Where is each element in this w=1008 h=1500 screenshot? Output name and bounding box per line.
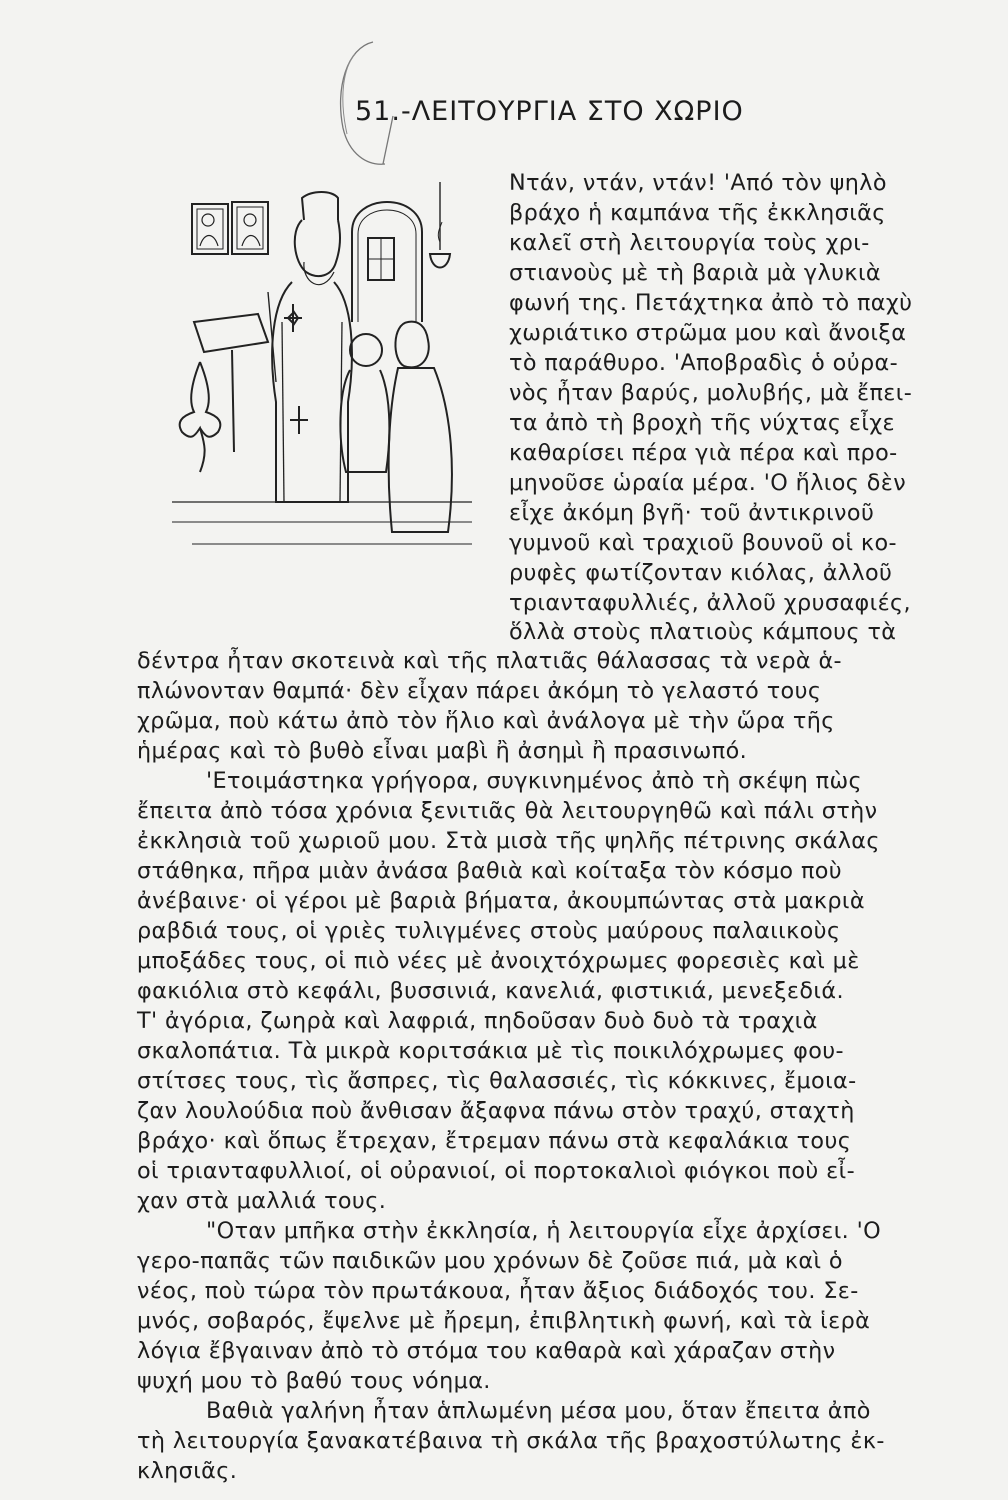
text-line: λόγια ἔβγαιναν ἀπὸ τὸ στόμα του καθαρὰ καὶ χάραζαν στὴν [137,1338,836,1364]
text-line: γερο-παπᾶς τῶν παιδικῶν μου χρόνων δὲ ζοῦσε πιά, μὰ καὶ ὁ [137,1248,843,1274]
text-line: βράχο· καὶ ὅπως ἔτρεχαν, ἔτρεμαν πάνω στὰ κεφαλάκια τους [137,1128,852,1154]
text-line: Βαθιὰ γαλήνη ἦταν ἁπλωμένη μέσα μου, ὅταν ἔπειτα ἀπὸ [206,1398,871,1424]
text-line: ἀνέβαινε· οἱ γέροι μὲ βαριὰ βήματα, ἀκουμπώντας στὰ μακριὰ [137,888,865,914]
text-line: ἡμέρας καὶ τὸ βυθὸ εἶναι μαβὶ ἢ ἀσημὶ ἢ πρασινωπό. [137,738,748,764]
text-line: πλώνονταν θαμπά· δὲν εἶχαν πάρει ἀκόμη τὸ γελαστό τους [137,678,822,704]
text-line: Ντάν, ντάν, ντάν! 'Από τὸν ψηλὸ [509,170,887,196]
text-line: οἱ τριανταφυλλιοί, οἱ οὐρανιοί, οἱ πορτοκαλιοὶ φιόγκοι ποὺ εἶ- [137,1158,856,1184]
chapter-heading [355,96,744,127]
text-line: χωριάτικο στρῶμα μου καὶ ἄνοιξα [509,320,907,346]
text-line: Τ' ἀγόρια, ζωηρὰ καὶ λαφριά, πηδοῦσαν δυὸ δυὸ τὰ τραχιὰ [137,1008,818,1034]
text-line: "Οταν μπῆκα στὴν ἐκκλησία, ἡ λειτουργία εἶχε ἀρχίσει. 'Ο [206,1218,882,1244]
text-line: μνός, σοβαρός, ἔψελνε μὲ ἤρεμη, ἐπιβλητικὴ φωνή, καὶ τὰ ἱερὰ [137,1308,871,1334]
text-line: τὴ λειτουργία ξανακατέβαινα τὴ σκάλα τῆς βραχοστύλωτης ἐκ- [137,1428,885,1454]
chapter-number: 51. [355,96,401,127]
text-line: γυμνοῦ καὶ τραχιοῦ βουνοῦ οἱ κο- [509,530,897,556]
text-line: ραβδιά τους, οἱ γριὲς τυλιγμένες στοὺς μαύρους παλαιικοὺς [137,918,841,944]
text-line: χαν στὰ μαλλιά τους. [137,1188,387,1214]
text-line: καθαρίσει πέρα γιὰ πέρα καὶ προ- [509,440,898,466]
text-line: στάθηκα, πῆρα μιὰν ἀνάσα βαθιὰ καὶ κοίταξα τὸν κόσμο ποὺ [137,858,843,884]
chapter-dash: - [400,96,412,127]
text-line: ψυχή μου τὸ βαθύ τους νόημα. [137,1368,491,1394]
text-line: ὅλλὰ στοὺς πλατιοὺς κάμπους τὰ [509,619,897,645]
text-line: δέντρα ἦταν σκοτεινὰ καὶ τῆς πλατιᾶς θάλασσας τὰ νερὰ ἁ- [137,648,843,674]
text-line: στίτσες τους, τὶς ἄσπρες, τὶς θαλασσιές, τὶς κόκκινες, ἔμοια- [137,1068,857,1094]
text-line: τα ἀπὸ τὴ βροχὴ τῆς νύχτας εἶχε [509,410,896,436]
text-line: κλησιᾶς. [137,1458,238,1484]
text-line: στιανοὺς μὲ τὴ βαριὰ μὰ γλυκιὰ [509,260,881,286]
text-line: φωνή της. Πετάχτηκα ἀπὸ τὸ παχὺ [509,290,913,316]
text-line: μηνοῦσε ὡραία μέρα. 'Ο ἥλιος δὲν [509,470,907,496]
text-line: τριανταφυλλιές, ἀλλοῦ χρυσαφιές, [509,590,912,616]
chapter-title: ΛΕΙΤΟΥΡΓΙΑ ΣΤΟ ΧΩΡΙΟ [411,96,744,127]
text-line: ζαν λουλούδια ποὺ ἄνθισαν ἄξαφνα πάνω στὸν τραχύ, σταχτὴ [137,1098,855,1124]
text-line: ἔπειτα ἀπὸ τόσα χρόνια ξενιτιᾶς θὰ λειτουργηθῶ καὶ πάλι στὴν [137,798,878,824]
text-line: καλεῖ στὴ λειτουργία τοὺς χρι- [509,230,870,256]
text-line: νέος, ποὺ τώρα τὸν πρωτάκουα, ἦταν ἄξιος διάδοχός του. Σε- [137,1278,859,1304]
text-line: χρῶμα, ποὺ κάτω ἀπὸ τὸν ἥλιο καὶ ἀνάλογα μὲ τὴν ὥρα τῆς [137,708,835,734]
text-line: φακιόλια στὸ κεφάλι, βυσσινιά, κανελιά, φιστικιά, μενεξεδιά. [137,978,844,1004]
text-line: ρυφὲς φωτίζονταν κιόλας, ἀλλοῦ [509,560,893,586]
text-line: εἶχε ἀκόμη βγῆ· τοῦ ἀντικρινοῦ [509,500,875,526]
illustration-priest-in-church [172,172,472,560]
text-line: μποξάδες τους, οἱ πιὸ νέες μὲ ἀνοιχτόχρωμες φορεσιὲς καὶ μὲ [137,948,860,974]
text-line: ἐκκλησιὰ τοῦ χωριοῦ μου. Στὰ μισὰ τῆς ψηλῆς πέτρινης σκάλας [137,828,880,854]
text-line: 'Ετοιμάστηκα γρήγορα, συγκινημένος ἀπὸ τὴ σκέψη πὼς [206,768,863,794]
text-line: τὸ παράθυρο. 'Αποβραδὶς ὁ οὐρα- [509,350,899,376]
text-line: βράχο ἡ καμπάνα τῆς ἐκκλησιᾶς [509,200,886,226]
text-line: νὸς ἦταν βαρύς, μολυβής, μὰ ἔπει- [509,380,913,406]
text-line: σκαλοπάτια. Τὰ μικρὰ κοριτσάκια μὲ τὶς ποικιλόχρωμες φου- [137,1038,845,1064]
